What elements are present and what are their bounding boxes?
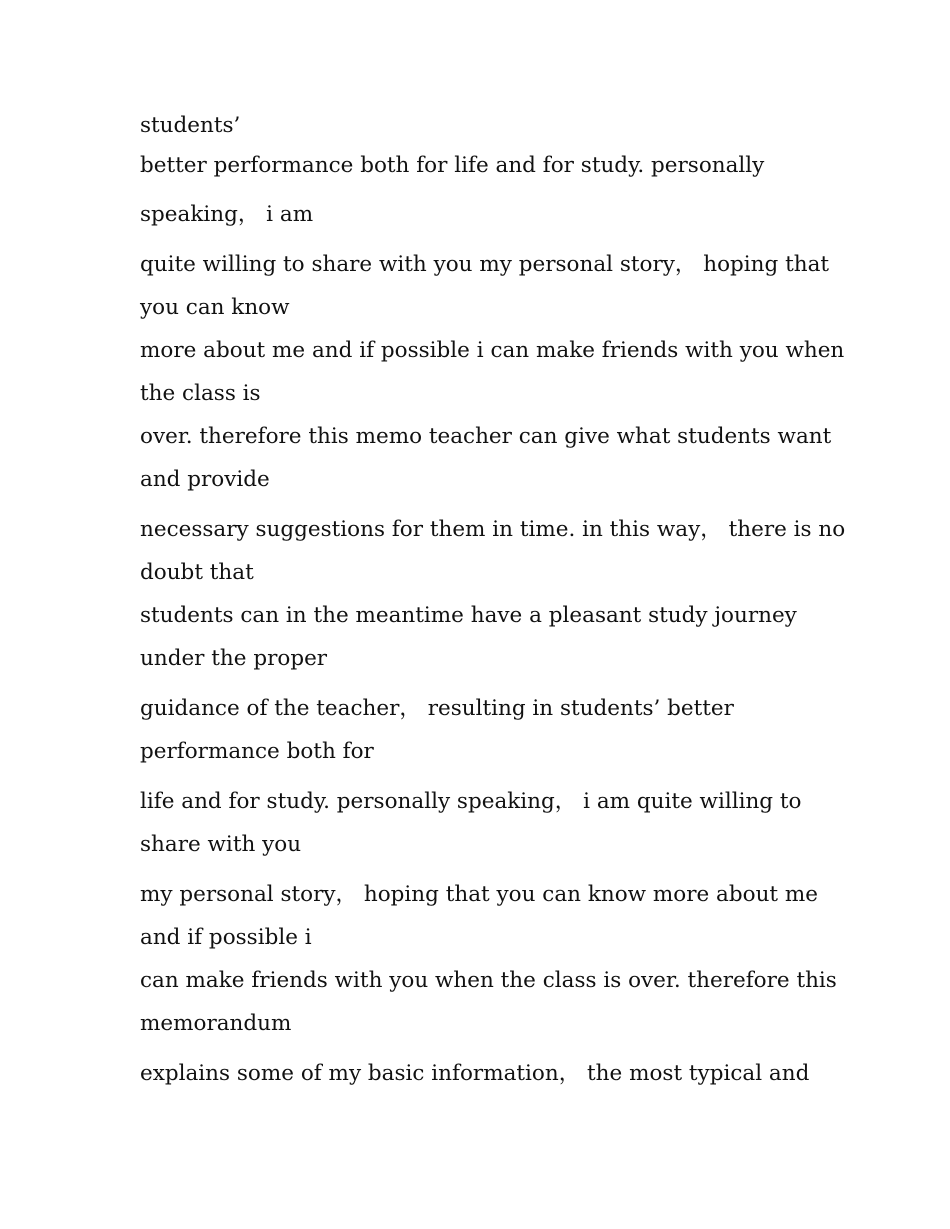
text-line: over. therefore this memo teacher can give what students want: [140, 424, 832, 449]
text-line: the class is: [140, 381, 261, 406]
text-line: speaking， i am: [140, 202, 314, 227]
paragraph-4: [140, 243, 830, 329]
paragraph-9: [140, 687, 810, 773]
paragraph-13: [140, 1052, 810, 1095]
paragraph-1: [140, 108, 810, 144]
text-line: better performance both for life and for study. personally: [140, 153, 765, 178]
text-line: can make friends with you when the class is over. therefore this: [140, 968, 837, 993]
text-line: doubt that: [140, 560, 254, 585]
paragraph-5: [140, 329, 845, 415]
paragraph-10: [140, 780, 810, 866]
text-line: more about me and if possible i can make friends with you when: [140, 338, 845, 363]
body-text: [140, 108, 846, 1095]
text-line: memorandum: [140, 1011, 292, 1036]
paragraph-6: [140, 415, 832, 501]
text-line: share with you: [140, 832, 302, 857]
text-line: performance both for: [140, 739, 374, 764]
text-line: and provide: [140, 467, 270, 492]
text-line: guidance of the teacher， resulting in students’ better: [140, 696, 734, 721]
text-line: my personal story， hoping that you can know more about me: [140, 882, 819, 907]
text-line: life and for study. personally speaking， i am quite willing to: [140, 789, 802, 814]
paragraph-2: [140, 144, 810, 187]
paragraph-3: [140, 193, 810, 236]
text-line: quite willing to share with you my personal story， hoping that: [140, 252, 830, 277]
text-line: students can in the meantime have a pleasant study journey: [140, 603, 797, 628]
paragraph-12: [140, 959, 837, 1045]
paragraph-8: [140, 594, 810, 680]
paragraph-11: [140, 873, 819, 959]
text-line: necessary suggestions for them in time. in this way， there is no: [140, 517, 846, 542]
text-line: and if possible i: [140, 925, 312, 950]
text-line: explains some of my basic information， the most typical and: [140, 1061, 810, 1086]
text-line: students’: [140, 113, 241, 138]
paragraph-7: [140, 508, 846, 594]
text-line: under the proper: [140, 646, 328, 671]
text-line: you can know: [140, 295, 290, 320]
